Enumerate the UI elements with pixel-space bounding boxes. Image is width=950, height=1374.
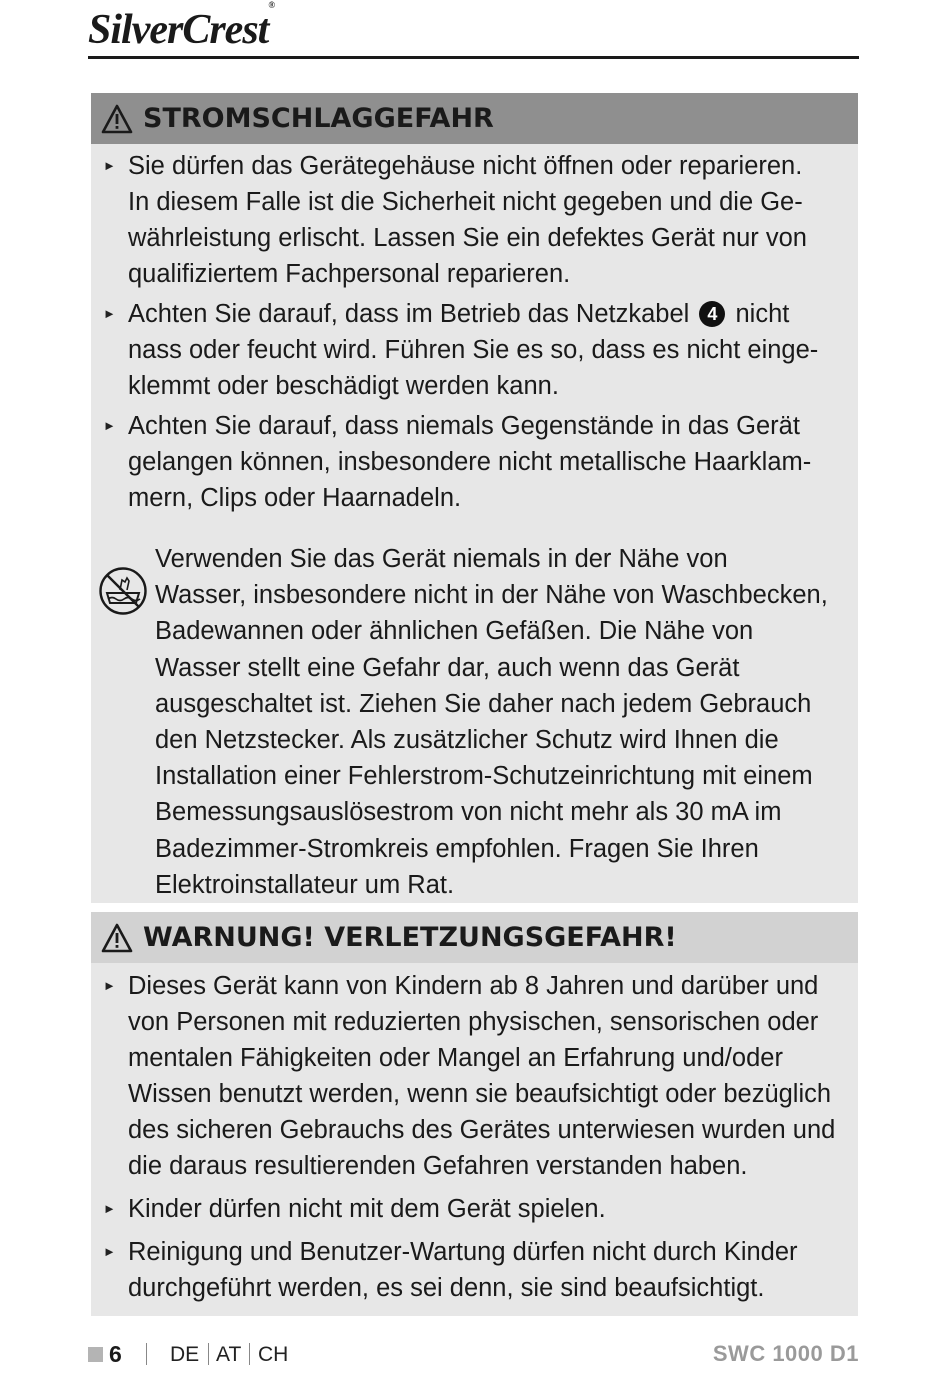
text-line: Dieses Gerät kann von Kindern ab 8 Jahren und darüber und: [128, 972, 819, 1000]
text-line: Wasser, insbesondere nicht in der Nähe von Waschbecken,: [155, 581, 828, 610]
text-line: Bemessungsauslösestrom von nicht mehr als 30 mA im: [155, 798, 782, 827]
country-code: AT: [216, 1343, 242, 1366]
text-line: Badezimmer-Stromkreis empfohlen. Fragen Sie Ihren: [155, 834, 759, 863]
part-number-badge: 4: [699, 301, 725, 327]
text-line: Kinder dürfen nicht mit dem Gerät spielen.: [128, 1195, 606, 1223]
injury-warning-heading: [91, 912, 858, 963]
text-line: Sie dürfen das Gerätegehäuse nicht öffnen oder reparieren.: [128, 152, 803, 180]
text-line: von Personen mit reduzierten physischen, sensorischen oder: [128, 1008, 819, 1036]
text-line: nass oder feucht wird. Führen Sie es so, dass es nicht einge-: [128, 336, 819, 364]
text-line: Wissen benutzt werden, wenn sie beaufsichtigt oder bezüglich: [128, 1080, 832, 1108]
divider: [146, 1343, 147, 1365]
divider: [208, 1343, 209, 1365]
text-line: durchgeführt werden, es sei denn, sie sind beaufsichtigt.: [128, 1274, 765, 1302]
electric-shock-heading: [91, 93, 858, 144]
text-line: den Netzstecker. Als zusätzlicher Schutz wird Ihnen die: [155, 726, 779, 755]
injury-warning-box: [91, 912, 858, 1316]
text-line: Reinigung und Benutzer-Wartung dürfen nicht durch Kinder: [128, 1238, 798, 1266]
brand-name: SilverCrest: [88, 7, 269, 53]
model-number: SWC 1000 D1: [712, 1341, 859, 1366]
bullet-arrow: ►: [103, 978, 116, 993]
text-line: Achten Sie darauf, dass niemals Gegenstände in das Gerät: [128, 412, 800, 440]
text-line: qualifiziertem Fachpersonal reparieren.: [128, 260, 571, 288]
text-fragment: Achten Sie darauf, dass im Betrieb das Netzkabel: [128, 300, 690, 328]
divider: [249, 1343, 250, 1365]
bullet-arrow: ►: [103, 1244, 116, 1259]
country-code: CH: [258, 1343, 289, 1366]
text-line: [128, 296, 850, 332]
text-line: ausgeschaltet ist. Ziehen Sie daher nach jedem Gebrauch: [155, 689, 812, 718]
registered-mark: ®: [268, 0, 275, 10]
text-line: Elektroinstallateur um Rat.: [155, 870, 455, 899]
page-number: 6: [109, 1341, 122, 1367]
brand-logo: [88, 0, 275, 54]
text-line: mern, Clips oder Haarnadeln.: [128, 484, 462, 512]
warning-triangle-icon: [101, 923, 133, 953]
text-line: Badewannen oder ähnlichen Gefäßen. Die Nähe von: [155, 617, 754, 646]
no-use-near-water-icon: [98, 566, 148, 616]
text-fragment: nicht: [735, 300, 790, 328]
heading-text: STROMSCHLAGGEFAHR: [143, 103, 494, 134]
text-line: gelangen können, insbesondere nicht metallische Haarklam-: [128, 448, 812, 476]
country-code: DE: [170, 1343, 200, 1366]
header-rule: [88, 56, 859, 59]
text-line: die daraus resultierenden Gefahren verstanden haben.: [128, 1152, 748, 1180]
bullet-arrow: ►: [103, 158, 116, 173]
text-line: In diesem Falle ist die Sicherheit nicht gegeben und die Ge-: [128, 188, 803, 216]
bullet-arrow: ►: [103, 418, 116, 433]
page-footer: [88, 1341, 859, 1371]
text-line: des sicheren Gebrauchs des Gerätes unterwiesen wurden und: [128, 1116, 836, 1144]
text-line: Verwenden Sie das Gerät niemals in der Nähe von: [155, 545, 728, 573]
footer-square: [88, 1347, 103, 1362]
bullet-arrow: ►: [103, 306, 116, 321]
electric-shock-warning-box: [91, 93, 858, 903]
text-line: mentalen Fähigkeiten oder Mangel an Erfahrung und/oder: [128, 1044, 783, 1072]
text-line: Installation einer Fehlerstrom-Schutzeinrichtung mit einem: [155, 762, 813, 791]
heading-text: WARNUNG! VERLETZUNGSGEFAHR!: [143, 922, 677, 953]
water-warning-paragraph: [155, 541, 855, 903]
text-line: Wasser stellt eine Gefahr dar, auch wenn das Gerät: [155, 653, 740, 682]
text-line: klemmt oder beschädigt werden kann.: [128, 372, 559, 400]
warning-triangle-icon: [101, 104, 133, 134]
text-line: währleistung erlischt. Lassen Sie ein defektes Gerät nur von: [128, 224, 807, 252]
bullet-arrow: ►: [103, 1201, 116, 1216]
